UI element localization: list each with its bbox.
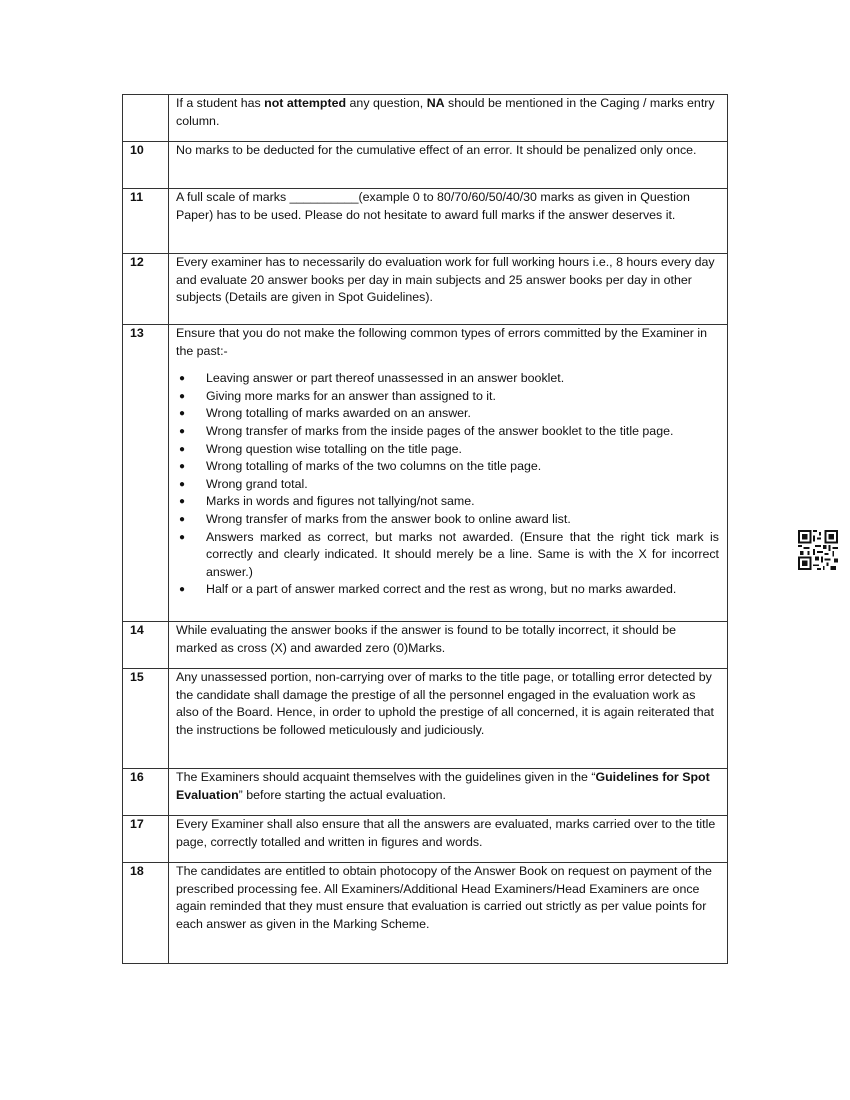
text-segment: If a student has (176, 96, 265, 110)
guideline-row (123, 95, 728, 142)
common-errors-list (176, 370, 719, 599)
list-item: ● Wrong totalling of marks awarded on an answer. (176, 405, 719, 423)
list-item: ● Giving more marks for an answer than assigned to it. (176, 388, 719, 406)
list-item: ● Wrong totalling of marks of the two columns on the title page. (176, 458, 719, 476)
text-segment: Every examiner has to necessarily do evaluation work for full working hours i.e., 8 hours every day and evaluate 20 answer books per day in main subjects and 25 answer books per day in other subjects (Details are given in Spot Guidelines). (176, 255, 715, 305)
text-segment: should be mentioned in the Caging / marks entry column. (176, 96, 715, 128)
guideline-text-cell (169, 863, 728, 964)
guideline-text (176, 254, 719, 307)
guideline-number: 11 (123, 189, 169, 254)
guideline-text (176, 622, 719, 657)
guideline-number: 12 (123, 254, 169, 325)
list-item: ● Answers marked as correct, but marks not awarded. (Ensure that the right tick mark is correctly and clearly indicated. It should merely be a line. Same is with the X for incorrect answer.) (176, 529, 719, 582)
guideline-number: 17 (123, 816, 169, 863)
guidelines-table-body (123, 95, 728, 964)
guideline-number: 13 (123, 325, 169, 622)
list-item: ● Marks in words and figures not tallying/not same. (176, 493, 719, 511)
guideline-text-cell (169, 622, 728, 669)
text-segment: The Examiners should acquaint themselves with the guidelines given in the “ (176, 770, 596, 784)
guideline-text (176, 769, 719, 804)
guideline-number: 18 (123, 863, 169, 964)
guideline-text-cell (169, 669, 728, 769)
emphasis-text: not attempted (264, 96, 347, 110)
list-item: ● Wrong transfer of marks from the answer book to online award list. (176, 511, 719, 529)
emphasis-text: Guidelines for Spot Evaluation (176, 770, 710, 802)
guideline-number (123, 95, 169, 142)
guideline-text (176, 669, 719, 739)
guideline-text-cell (169, 254, 728, 325)
guideline-row (123, 189, 728, 254)
guideline-text (176, 189, 719, 224)
guideline-row (123, 863, 728, 964)
guideline-number: 14 (123, 622, 169, 669)
guideline-row (123, 816, 728, 863)
list-item: ● Wrong question wise totalling on the title page. (176, 441, 719, 459)
guideline-number: 15 (123, 669, 169, 769)
list-item: ● Wrong grand total. (176, 476, 719, 494)
guideline-row (123, 669, 728, 769)
guideline-number: 10 (123, 142, 169, 189)
guideline-text (176, 142, 719, 160)
guideline-row (123, 142, 728, 189)
guideline-row (123, 769, 728, 816)
text-segment: A full scale of marks __________(example 0 to 80/70/60/50/40/30 marks as given in Question Paper) has to be used. Please do not hesitate to award full marks if the answer deserves it. (176, 190, 690, 222)
guideline-text (176, 95, 719, 130)
guideline-text (176, 325, 719, 360)
qr-code-icon (798, 530, 838, 570)
guideline-row (123, 622, 728, 669)
guideline-text-cell (169, 325, 728, 622)
guideline-text-cell (169, 816, 728, 863)
list-item: ● Leaving answer or part thereof unassessed in an answer booklet. (176, 370, 719, 388)
text-segment: Any unassessed portion, non-carrying over of marks to the title page, or totalling error detected by the candidate shall damage the prestige of all the personnel engaged in the evaluation work as also of the Board. Hence, in order to uphold the prestige of all concerned, it is again reiterated that the instructions be followed meticulously and judiciously. (176, 670, 714, 737)
guideline-number: 16 (123, 769, 169, 816)
guideline-row (123, 325, 728, 622)
text-segment: Ensure that you do not make the following common types of errors committed by the Examiner in the past:- (176, 326, 707, 358)
guideline-text-cell (169, 769, 728, 816)
guideline-row (123, 254, 728, 325)
text-segment: Every Examiner shall also ensure that all the answers are evaluated, marks carried over to the title page, correctly totalled and written in figures and words. (176, 817, 716, 849)
guideline-text-cell (169, 142, 728, 189)
list-item: ● Wrong transfer of marks from the inside pages of the answer booklet to the title page. (176, 423, 719, 441)
text-segment: any question, (346, 96, 427, 110)
text-segment: ” before starting the actual evaluation. (238, 787, 446, 802)
guideline-text-cell (169, 189, 728, 254)
guideline-text-cell (169, 95, 728, 142)
list-item: ● Half or a part of answer marked correct and the rest as wrong, but no marks awarded. (176, 581, 719, 599)
emphasis-text: NA (426, 96, 445, 110)
text-segment: No marks to be deducted for the cumulative effect of an error. It should be penalized only once. (176, 143, 697, 157)
text-segment: While evaluating the answer books if the answer is found to be totally incorrect, it should be marked as cross (X) and awarded zero (0)Marks. (176, 623, 677, 655)
text-segment: The candidates are entitled to obtain photocopy of the Answer Book on request on payment of the prescribed processing fee. All Examiners/Additional Head Examiners/Head Examiners are once again reminded that they must ensure that evaluation is carried out strictly as per value points for each answer as given in the Marking Scheme. (176, 864, 712, 931)
guideline-text (176, 863, 719, 933)
guidelines-table (122, 94, 728, 964)
guideline-text (176, 816, 719, 851)
